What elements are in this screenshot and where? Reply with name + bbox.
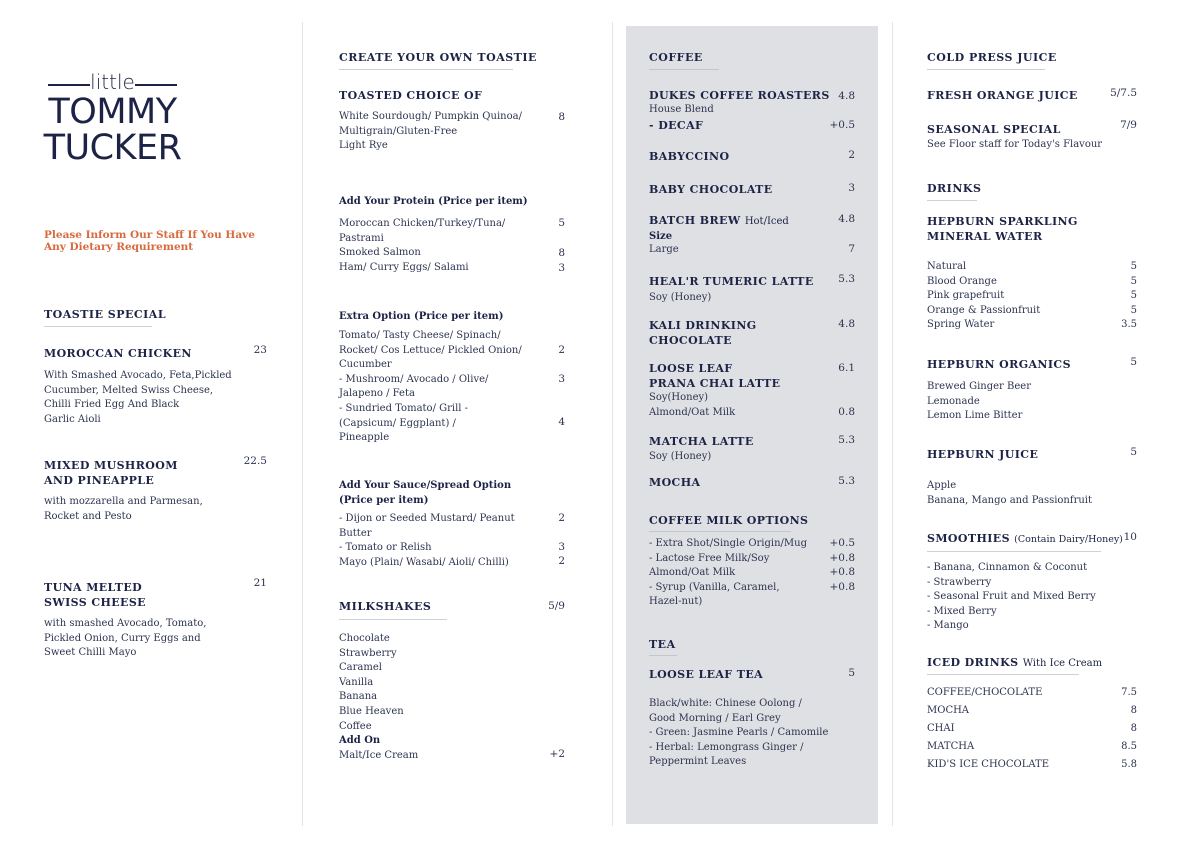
logo-little: little bbox=[90, 70, 135, 94]
description-line: Butter bbox=[339, 527, 372, 539]
description-line: Coffee bbox=[339, 720, 372, 732]
description-line: with mozzarella and Parmesan, bbox=[44, 496, 203, 507]
protein-price: 3 bbox=[558, 262, 565, 274]
iced-drinks-prices bbox=[1087, 684, 1137, 774]
menu-item-name-line: HEPBURN SPARKLING bbox=[927, 215, 1078, 228]
description-line: - Strawberry bbox=[927, 576, 992, 588]
heading-underline bbox=[649, 69, 719, 70]
description-line: Hazel-nut) bbox=[649, 596, 703, 608]
milkshakes-heading: MILKSHAKES bbox=[339, 600, 432, 613]
description-line: Black/white: Chinese Oolong / bbox=[649, 698, 802, 709]
dietary-notice-line: Please Inform Our Staff If You Have bbox=[44, 229, 255, 241]
description-line: CHAI bbox=[927, 723, 955, 734]
extra-price: 2 bbox=[558, 344, 565, 356]
description-line: Garlic Aioli bbox=[44, 413, 101, 425]
menu-item-name-line: PRANA CHAI LATTE bbox=[649, 377, 781, 390]
menu-item-sub: Soy (Honey) bbox=[649, 451, 712, 462]
price-line: 5 bbox=[1130, 304, 1137, 316]
menu-item-price: 5 bbox=[1130, 356, 1137, 368]
description-line: - Lactose Free Milk/Soy bbox=[649, 552, 770, 564]
extra-option-title: Extra Option (Price per item) bbox=[339, 311, 504, 322]
protein-title: Add Your Protein (Price per item) bbox=[339, 196, 528, 207]
milk-options-heading: COFFEE MILK OPTIONS bbox=[649, 514, 809, 527]
description-line: Vanilla bbox=[339, 676, 374, 688]
price-line: 5 bbox=[1130, 261, 1137, 272]
milkshake-flavours bbox=[339, 632, 418, 763]
menu-item-name: MATCHA LATTE bbox=[649, 435, 754, 448]
description-line: Banana, Mango and Passionfruit bbox=[927, 494, 1092, 506]
menu-item-price: 10 bbox=[1123, 531, 1137, 543]
menu-item-description bbox=[44, 617, 206, 661]
menu-item-sub: Soy (Honey) bbox=[649, 292, 712, 303]
heading-underline bbox=[649, 531, 791, 532]
description-line: Pink grapefruit bbox=[927, 290, 1005, 302]
menu-item-name-line: CHOCOLATE bbox=[649, 334, 732, 347]
toasted-choice-title: TOASTED CHOICE OF bbox=[339, 89, 483, 102]
description-line: Smoked Salmon bbox=[339, 247, 421, 259]
description-line: Light Rye bbox=[339, 140, 388, 152]
menu-item-note: (Contain Dairy/Honey) bbox=[1014, 534, 1123, 545]
description-line: Apple bbox=[927, 480, 957, 491]
menu-item-name-text: BATCH BREW bbox=[649, 214, 741, 227]
heading-underline bbox=[44, 326, 152, 327]
menu-item-price: 5.3 bbox=[838, 475, 855, 487]
description-line: Banana bbox=[339, 691, 378, 703]
sauce-price: 3 bbox=[558, 541, 565, 553]
description-line: Peppermint Leaves bbox=[649, 756, 747, 768]
column-divider bbox=[612, 22, 613, 826]
heading-underline bbox=[927, 551, 1101, 552]
description-line: Cucumber bbox=[339, 359, 392, 371]
menu-item-price: 5.3 bbox=[838, 273, 855, 285]
menu-item-name-text: SMOOTHIES bbox=[927, 532, 1010, 545]
milk-price: +0.8 bbox=[829, 581, 855, 593]
description-line: Moroccan Chicken/Turkey/Tuna/ bbox=[339, 218, 506, 229]
menu-item-name-line: KALI DRINKING bbox=[649, 319, 757, 332]
description-line: Blue Heaven bbox=[339, 705, 404, 717]
menu-item-price: 5 bbox=[848, 667, 855, 679]
menu-item-name bbox=[927, 655, 1102, 671]
menu-item-price: 5 bbox=[1130, 446, 1137, 458]
menu-item-price: 4.8 bbox=[838, 213, 855, 225]
menu-item-description bbox=[44, 369, 232, 427]
size-large: Large bbox=[649, 244, 679, 255]
menu-item-name: DUKES COFFEE ROASTERS bbox=[649, 89, 830, 102]
description-line: MOCHA bbox=[927, 705, 970, 716]
price-line: 3.5 bbox=[1121, 319, 1137, 331]
menu-item-name bbox=[649, 213, 789, 229]
dietary-notice bbox=[44, 229, 255, 253]
milk-price: +0.8 bbox=[829, 566, 855, 578]
price-line: 5 bbox=[1130, 275, 1137, 287]
menu-item-name bbox=[649, 318, 757, 348]
description-line: Chilli Fried Egg And Black bbox=[44, 399, 180, 411]
description-line: Almond/Oat Milk bbox=[649, 567, 736, 579]
menu-item-name-line: SWISS CHEESE bbox=[44, 596, 146, 609]
description-line: - Green: Jasmine Pearls / Camomile bbox=[649, 727, 829, 739]
menu-item-price: 21 bbox=[253, 577, 267, 589]
menu-item-price: 4.8 bbox=[838, 90, 855, 102]
menu-item-sub bbox=[649, 391, 735, 420]
description-line: - Herbal: Lemongrass Ginger / bbox=[649, 741, 804, 753]
heading-underline bbox=[339, 619, 447, 620]
description-line: - Extra Shot/Single Origin/Mug bbox=[649, 538, 807, 549]
description-line: (Capsicum/ Eggplant) / bbox=[339, 417, 456, 429]
description-line: - Syrup (Vanilla, Caramel, bbox=[649, 581, 780, 593]
description-line: - Tomato or Relish bbox=[339, 542, 432, 554]
description-line: - Mushroom/ Avocado / Olive/ bbox=[339, 373, 489, 385]
heading-underline bbox=[927, 69, 1045, 70]
menu-item-name-line: MINERAL WATER bbox=[927, 230, 1043, 243]
juice-options bbox=[927, 479, 1092, 508]
description-line: Caramel bbox=[339, 662, 382, 674]
description-line: - Banana, Cinnamon & Coconut bbox=[927, 562, 1088, 573]
menu-item-price: 2 bbox=[848, 149, 855, 161]
addon-price: +2 bbox=[549, 748, 565, 760]
menu-item-name-text: ICED DRINKS bbox=[927, 656, 1019, 669]
menu-item-name: - DECAF bbox=[649, 119, 704, 132]
heading-underline bbox=[339, 69, 513, 70]
menu-item-note: With Ice Cream bbox=[1022, 658, 1103, 669]
column-divider bbox=[302, 22, 303, 826]
description-line: Chocolate bbox=[339, 633, 390, 644]
menu-item-name: HEAL'R TUMERIC LATTE bbox=[649, 275, 814, 288]
protein-options bbox=[339, 217, 505, 275]
extra-options bbox=[339, 329, 522, 446]
menu-item-name: BABY CHOCOLATE bbox=[649, 183, 773, 196]
water-options bbox=[927, 260, 1040, 333]
heading-underline bbox=[927, 674, 1079, 675]
milk-price: +0.8 bbox=[829, 552, 855, 564]
description-line: Pastrami bbox=[339, 232, 384, 244]
price-line: 8 bbox=[1130, 723, 1137, 734]
description-line: Lemon Lime Bitter bbox=[927, 410, 1023, 422]
menu-item-name: BABYCCINO bbox=[649, 150, 730, 163]
menu-item-price: +0.5 bbox=[829, 119, 855, 131]
description-line: with smashed Avocado, Tomato, bbox=[44, 618, 207, 629]
tea-heading: TEA bbox=[649, 638, 676, 651]
milkshakes-price: 5/9 bbox=[548, 600, 565, 612]
menu-item-name bbox=[44, 458, 178, 488]
description-line: MATCHA bbox=[927, 741, 975, 752]
menu-item-name: FRESH ORANGE JUICE bbox=[927, 89, 1078, 102]
size-label: Size bbox=[649, 231, 673, 242]
description-line: COFFEE/CHOCOLATE bbox=[927, 687, 1043, 698]
price-line: 5.8 bbox=[1121, 759, 1137, 770]
menu-item-name: LOOSE LEAF TEA bbox=[649, 668, 764, 681]
create-toastie-heading: CREATE YOUR OWN TOASTIE bbox=[339, 51, 537, 64]
menu-item-price: 6.1 bbox=[838, 362, 855, 374]
description-line: Blood Orange bbox=[927, 275, 997, 287]
menu-item-price: 7/9 bbox=[1120, 119, 1137, 131]
logo bbox=[40, 70, 185, 175]
description-line: Orange & Passionfruit bbox=[927, 304, 1041, 316]
heading-underline bbox=[927, 200, 977, 201]
extra-price: 3 bbox=[558, 373, 565, 385]
menu-item-name: HEPBURN JUICE bbox=[927, 448, 1039, 461]
bread-options bbox=[339, 110, 522, 154]
milk-price: +0.5 bbox=[829, 537, 855, 549]
menu-item-description bbox=[44, 495, 203, 524]
bread-price: 8 bbox=[558, 111, 565, 123]
description-line: Sweet Chilli Mayo bbox=[44, 647, 137, 659]
description-line: Cucumber, Melted Swiss Cheese, bbox=[44, 384, 214, 396]
description-line: Ham/ Curry Eggs/ Salami bbox=[339, 261, 469, 273]
menu-item-price: 5.3 bbox=[838, 434, 855, 446]
logo-tommy: TOMMY bbox=[48, 92, 177, 132]
menu-item-name: MOROCCAN CHICKEN bbox=[44, 347, 192, 360]
menu-item-sub: House Blend bbox=[649, 104, 714, 115]
description-line: Good Morning / Earl Grey bbox=[649, 712, 781, 724]
price-line: 8.5 bbox=[1121, 741, 1137, 752]
description-line: Lemonade bbox=[927, 395, 980, 407]
description-line: Almond/Oat Milk bbox=[649, 406, 736, 418]
menu-item-price: 22.5 bbox=[243, 455, 267, 467]
sauce-price: 2 bbox=[558, 512, 565, 524]
menu-item-name-line: AND PINEAPPLE bbox=[44, 474, 155, 487]
dietary-notice-line: Any Dietary Requirement bbox=[44, 241, 194, 253]
sauce-price: 2 bbox=[558, 555, 565, 567]
addon-item: Malt/Ice Cream bbox=[339, 749, 419, 761]
menu-item-price: 0.8 bbox=[838, 406, 855, 418]
milk-options bbox=[649, 537, 807, 610]
sauce-options bbox=[339, 512, 515, 570]
description-line: Jalapeno / Feta bbox=[339, 388, 415, 400]
protein-price: 5 bbox=[558, 217, 565, 229]
description-line: Multigrain/Gluten-Free bbox=[339, 125, 458, 137]
tea-options bbox=[649, 697, 828, 770]
drinks-heading: DRINKS bbox=[927, 182, 982, 195]
logo-rule bbox=[135, 84, 177, 86]
description-line: - Seasonal Fruit and Mixed Berry bbox=[927, 591, 1096, 603]
description-line: Natural bbox=[927, 261, 967, 272]
description-line: - Mango bbox=[927, 620, 969, 632]
menu-item-name-line: TUNA MELTED bbox=[44, 581, 143, 594]
size-price: 7 bbox=[848, 243, 855, 255]
description-line: Spring Water bbox=[927, 319, 995, 331]
sauce-title-line: (Price per item) bbox=[339, 495, 429, 506]
description-line: Mayo (Plain/ Wasabi/ Aioli/ Chilli) bbox=[339, 556, 509, 568]
price-line: 7.5 bbox=[1121, 687, 1137, 698]
menu-item-name bbox=[44, 580, 146, 610]
cold-press-heading: COLD PRESS JUICE bbox=[927, 51, 1057, 64]
description-line: White Sourdough/ Pumpkin Quinoa/ bbox=[339, 111, 522, 122]
organics-options bbox=[927, 380, 1031, 424]
menu-item-name bbox=[927, 214, 1078, 244]
description-line: Pineapple bbox=[339, 432, 390, 444]
description-line: Brewed Ginger Beer bbox=[927, 381, 1031, 392]
description-line: Rocket and Pesto bbox=[44, 510, 132, 522]
toastie-special-heading: TOASTIE SPECIAL bbox=[44, 308, 167, 321]
protein-price: 8 bbox=[558, 247, 565, 259]
smoothie-options bbox=[927, 561, 1096, 634]
description-line: With Smashed Avocado, Feta,Pickled bbox=[44, 370, 232, 381]
description-line: - Dijon or Seeded Mustard/ Peanut bbox=[339, 513, 515, 524]
menu-item-name: HEPBURN ORGANICS bbox=[927, 358, 1071, 371]
menu-item-price: 5/7.5 bbox=[1110, 87, 1137, 99]
column-divider bbox=[892, 22, 893, 826]
description-line: Pickled Onion, Curry Eggs and bbox=[44, 632, 201, 644]
menu-item-name bbox=[649, 361, 780, 391]
menu-item-price: 23 bbox=[253, 344, 267, 356]
coffee-heading: COFFEE bbox=[649, 51, 703, 64]
iced-drinks-list bbox=[927, 684, 1049, 774]
price-line: 5 bbox=[1130, 290, 1137, 302]
menu-item-price: 4.8 bbox=[838, 318, 855, 330]
addon-label: Add On bbox=[339, 735, 381, 747]
description-line: Strawberry bbox=[339, 647, 397, 659]
description-line: KID'S ICE CHOCOLATE bbox=[927, 759, 1050, 770]
description-line: - Sundried Tomato/ Grill - bbox=[339, 402, 469, 414]
sauce-title-line: Add Your Sauce/Spread Option bbox=[339, 480, 512, 491]
heading-underline bbox=[649, 655, 677, 656]
menu-item-name-line: LOOSE LEAF bbox=[649, 362, 733, 375]
sauce-title bbox=[339, 478, 511, 508]
menu-item-name-line: MIXED MUSHROOM bbox=[44, 459, 178, 472]
water-prices bbox=[1087, 260, 1137, 333]
menu-item-price: 3 bbox=[848, 182, 855, 194]
description-line: - Mixed Berry bbox=[927, 605, 997, 617]
description-line: Tomato/ Tasty Cheese/ Spinach/ bbox=[339, 330, 501, 341]
menu-item-name: MOCHA bbox=[649, 476, 701, 489]
extra-price: 4 bbox=[558, 416, 565, 428]
logo-tucker: TUCKER bbox=[43, 128, 182, 168]
description-line: Rocket/ Cos Lettuce/ Pickled Onion/ bbox=[339, 344, 522, 356]
menu-item-sub: See Floor staff for Today's Flavour bbox=[927, 139, 1103, 150]
menu-item-name: SEASONAL SPECIAL bbox=[927, 123, 1061, 136]
price-line: 8 bbox=[1130, 705, 1137, 716]
menu-item-note: Hot/Iced bbox=[744, 216, 789, 227]
description-line: Soy(Honey) bbox=[649, 392, 709, 403]
